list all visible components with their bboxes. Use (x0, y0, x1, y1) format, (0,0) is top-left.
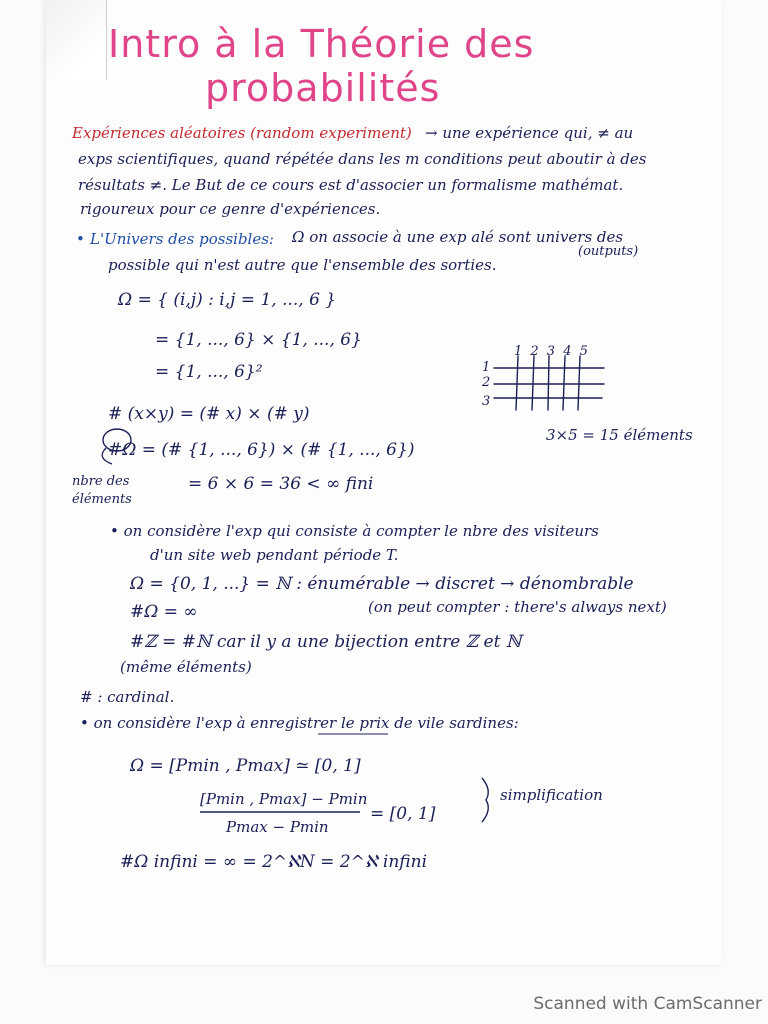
page-title-line2: probabilités (205, 66, 441, 110)
univers-label: L'Univers des possibles: (90, 230, 274, 248)
omega-def-line2: = {1, ..., 6} × {1, ..., 6} (155, 330, 362, 350)
price-line2: Ω = [Pmin , Pmax] ≃ [0, 1] (130, 756, 361, 776)
camscanner-watermark: Scanned with CamScanner (533, 994, 762, 1014)
cardinal-line1: # (x×y) = (# x) × (# y) (108, 404, 310, 424)
page-title-line1: Intro à la Théorie des (108, 22, 535, 66)
grid-col-labels: 1 2 3 4 5 (514, 344, 590, 359)
grid-row-label-2: 2 (482, 375, 491, 390)
grid-row-label-3: 3 (482, 394, 491, 409)
price-fraction-result: = [0, 1] (370, 804, 436, 824)
omega-def-line3: = {1, ..., 6}² (155, 362, 263, 382)
visits-line3: Ω = {0, 1, ...} = ℕ : énumérable → discret → dénombrable (130, 574, 634, 594)
price-line3: #Ω infini = ∞ = 2^ℵN = 2^ℵ infini (120, 852, 428, 872)
univers-text1: Ω on associe à une exp alé sont univers des (292, 228, 624, 246)
simplification-note: simplification (500, 786, 603, 804)
univers-outputs: (outputs) (578, 244, 639, 259)
section-heading-experiences: Expériences aléatoires (random experiment) (72, 124, 412, 142)
brace (482, 778, 488, 822)
cardinal-note2: éléments (72, 492, 132, 507)
visits-line6: #ℤ = #ℕ car il y a une bijection entre ℤ et ℕ (130, 632, 522, 652)
intro-line2: exps scientifiques, quand répétée dans les m conditions peut aboutir à des (78, 150, 647, 168)
cardinal-note1: nbre des (72, 474, 130, 489)
intro-line4: rigoureux pour ce genre d'expériences. (80, 200, 381, 218)
price-line1: • on considère l'exp à enregistrer le prix de vile sardines: (80, 714, 519, 732)
cardinal-definition: # : cardinal. (80, 688, 175, 706)
visits-line1: • on considère l'exp qui consiste à compter le nbre des visiteurs (110, 522, 599, 540)
grid-row-label-1: 1 (482, 360, 491, 375)
visits-line7: (même éléments) (120, 658, 252, 676)
intro-line1: → une expérience qui, ≠ au (425, 124, 634, 142)
univers-text2: possible qui n'est autre que l'ensemble des sorties. (108, 256, 497, 274)
omega-def-line1: Ω = { (i,j) : i,j = 1, ..., 6 } (118, 290, 337, 310)
cardinal-line2: #Ω = (# {1, ..., 6}) × (# {1, ..., 6}) (108, 440, 415, 460)
intro-line3: résultats ≠. Le But de ce cours est d'associer un formalisme mathémat. (78, 176, 624, 194)
grid-caption: 3×5 = 15 éléments (546, 426, 693, 444)
visits-line2: d'un site web pendant période T. (150, 546, 399, 564)
bullet-univers: • (76, 230, 85, 248)
visits-line5: #Ω = ∞ (130, 602, 198, 622)
cardinal-line3: = 6 × 6 = 36 < ∞ fini (188, 474, 374, 494)
price-fraction-denominator: Pmax − Pmin (226, 818, 329, 836)
price-fraction-numerator: [Pmin , Pmax] − Pmin (200, 790, 368, 808)
visits-line4: (on peut compter : there's always next) (368, 598, 667, 616)
